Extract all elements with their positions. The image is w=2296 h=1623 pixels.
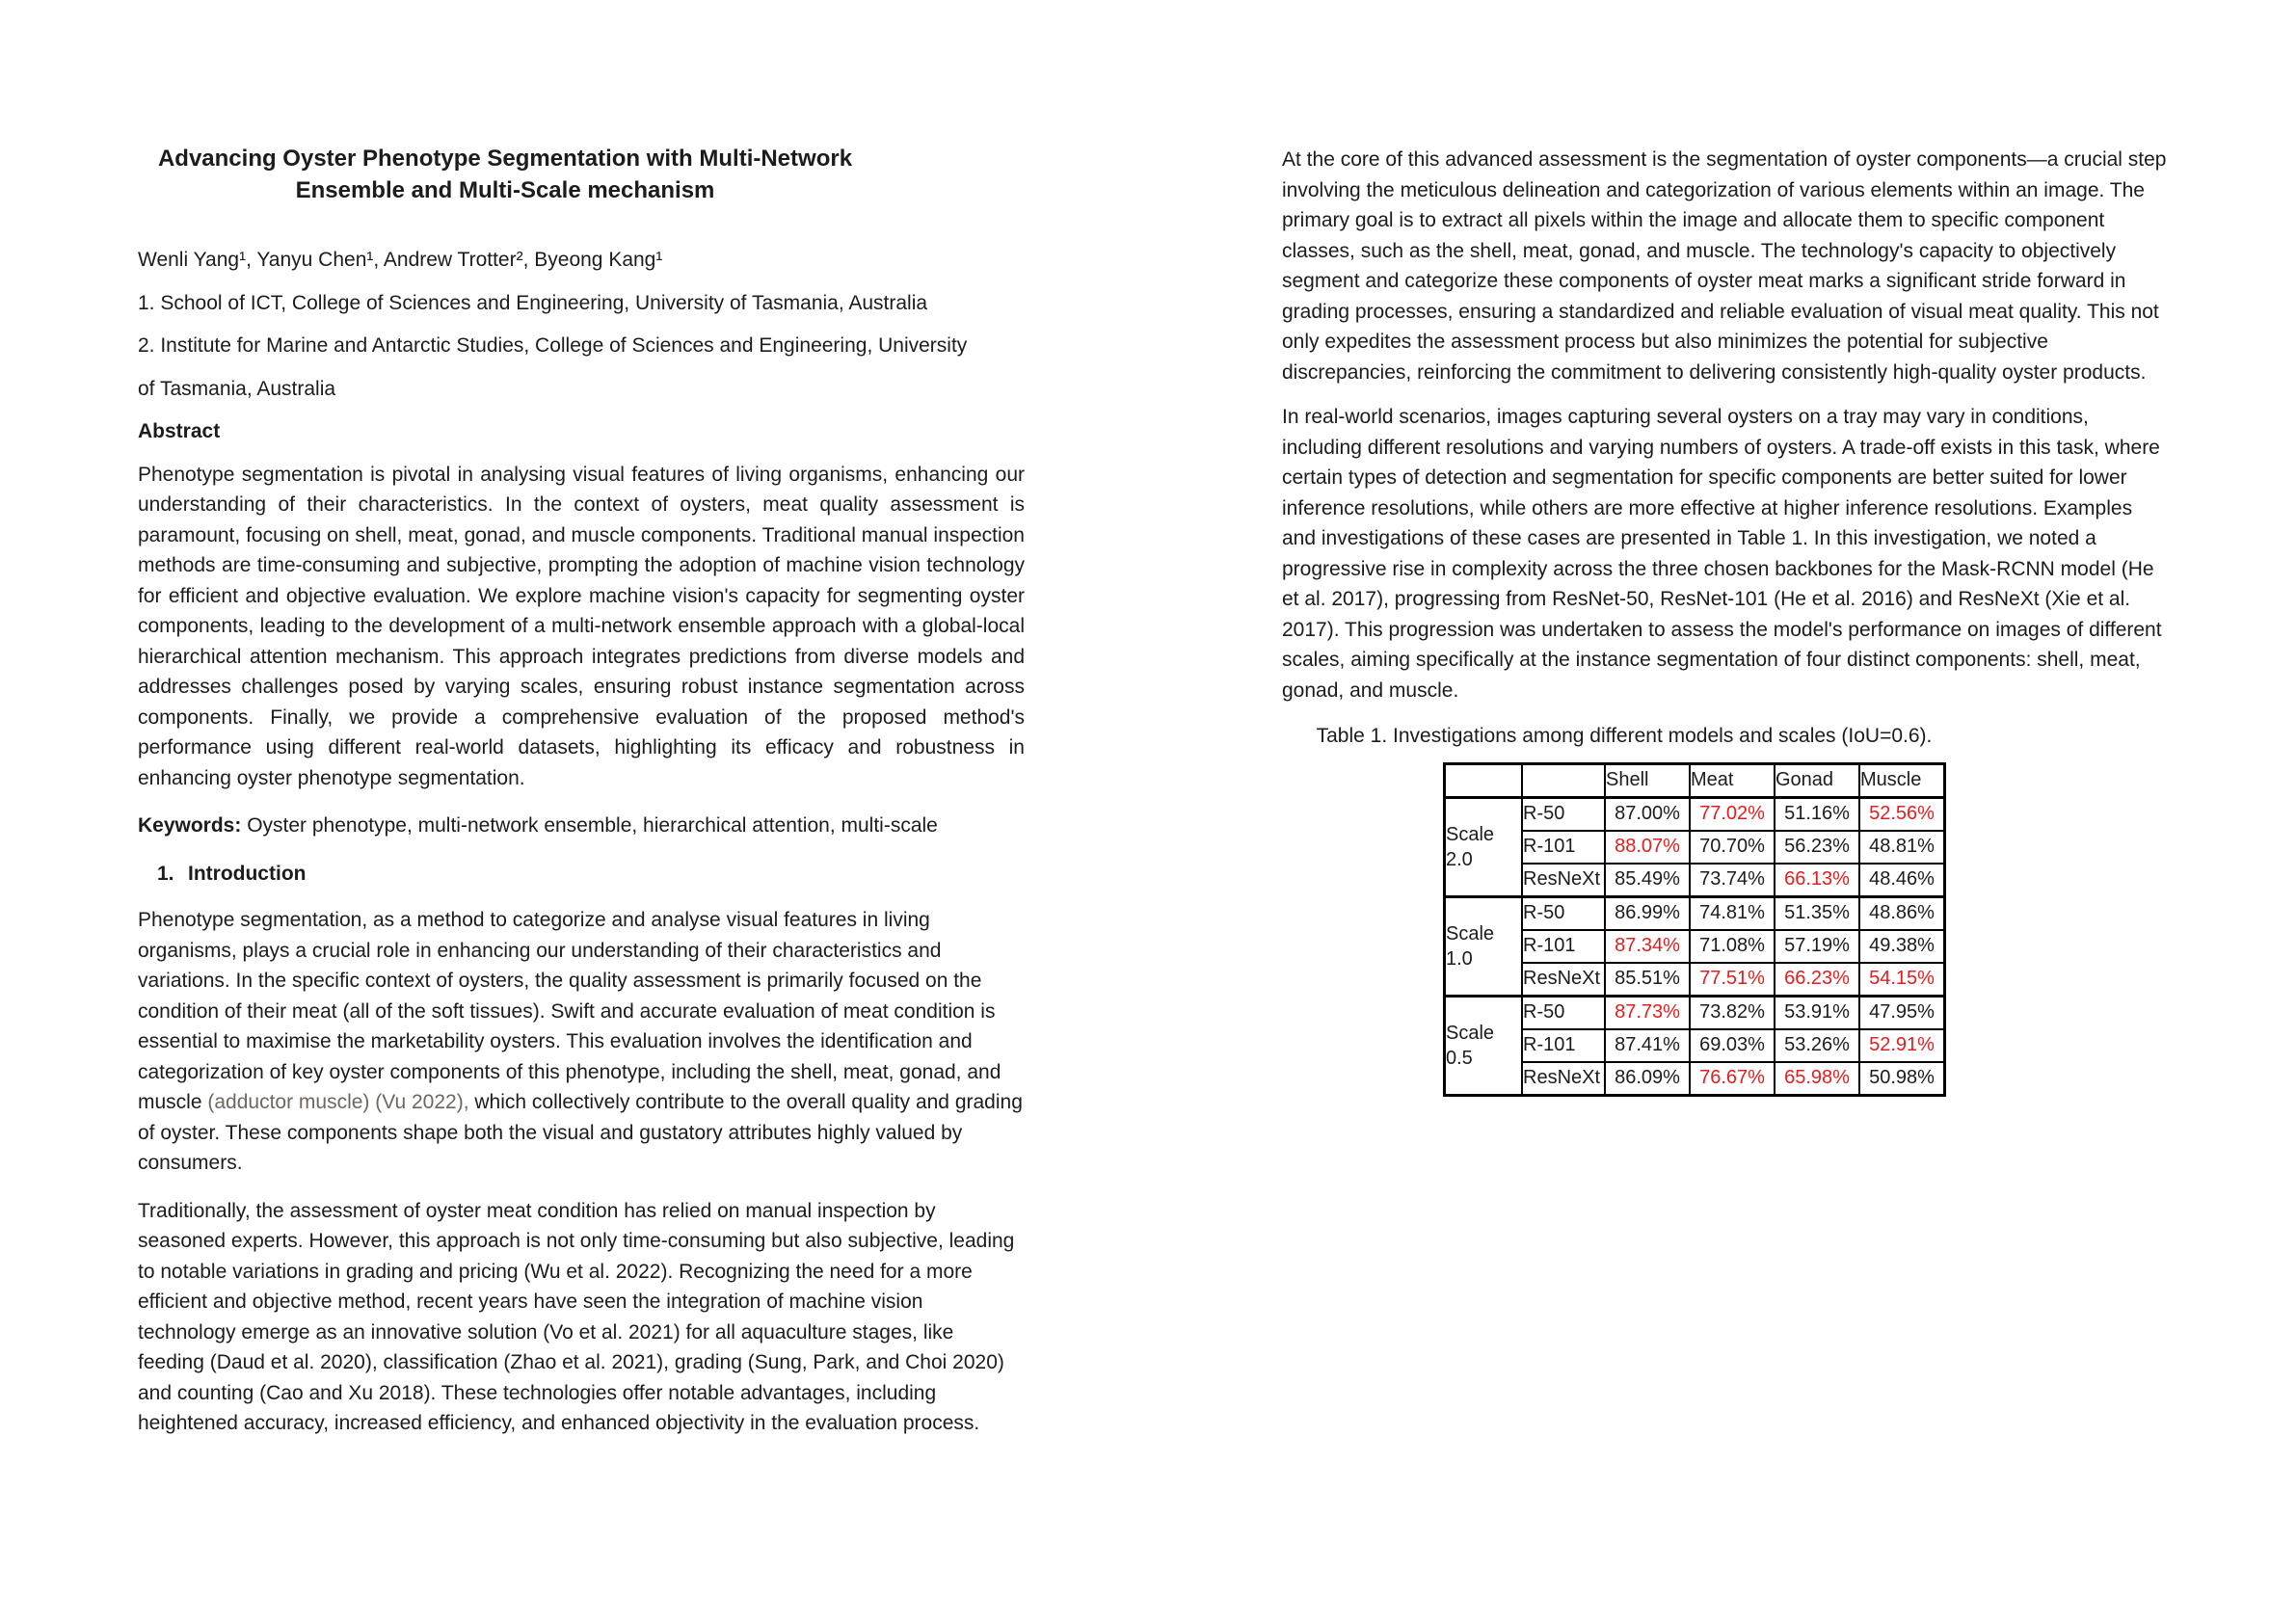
scale-label-cell: Scale 1.0	[1445, 896, 1523, 996]
table-cell: 66.13%	[1775, 864, 1859, 897]
table-cell: 69.03%	[1690, 1029, 1775, 1062]
abstract-paragraph: Phenotype segmentation is pivotal in analysing visual features of living organisms, enhancing our understanding of their characteristics. In the context of oysters, meat quality assessment is paramount, focusing on shell, meat, gonad, and muscle components. Traditional manual inspection methods are time-consuming and subjective, prompting the adoption of machine vision technology for efficient and objective evaluation. We explore machine vision's capacity for segmenting oyster components, leading to the development of a multi-network ensemble approach with a global-local hierarchical attention mechanism. This approach integrates predictions from diverse models and addresses challenges posed by varying scales, ensuring robust instance segmentation across components. Finally, we provide a comprehensive evaluation of the proposed method's performance using different real-world datasets, highlighting its efficacy and robustness in enhancing oyster phenotype segmentation.	[138, 463, 1025, 789]
table-header-shell: Shell	[1605, 763, 1690, 797]
table-cell: 74.81%	[1690, 896, 1775, 930]
table-cell: 57.19%	[1775, 930, 1859, 963]
table-cell: 50.98%	[1859, 1062, 1945, 1096]
table-cell: 70.70%	[1690, 831, 1775, 864]
muted-citation-span: (adductor muscle) (Vu 2022),	[207, 1091, 469, 1113]
table-cell: 85.49%	[1605, 864, 1690, 897]
table-cell: 52.91%	[1859, 1029, 1945, 1062]
table-cell: 73.82%	[1690, 996, 1775, 1029]
section-title: Introduction	[188, 862, 307, 885]
body-paragraph-2: In real-world scenarios, images capturing several oysters on a tray may vary in conditions, including different resolutions and varying numbers of oysters. A trade-off exists in this task, where certain types of detection and segmentation for specific components are better suited for lower inference resolutions, while others are more effective at higher inference resolutions. Examples and investigations of these cases are presented in Table 1. In this investigation, we noted a progressive rise in complexity across the three chosen backbones for the Mask-RCNN model (He et al. 2017), progressing from ResNet-50, ResNet-101 (He et al. 2016) and ResNeXt (Xie et al. 2017). This progression was undertaken to assess the model's performance on images of different scales, aiming specifically at the instance segmentation of four distinct components: shell, meat, gonad, and muscle.	[1282, 406, 2162, 702]
results-table	[1443, 762, 1946, 1097]
paper-title	[138, 143, 872, 206]
table-cell: 77.51%	[1690, 963, 1775, 997]
model-cell: R-50	[1522, 896, 1605, 930]
table-cell: 48.46%	[1859, 864, 1945, 897]
page-1-content	[138, 143, 1025, 1439]
table-cell: 73.74%	[1690, 864, 1775, 897]
table-cell: 87.00%	[1605, 797, 1690, 831]
table-cell: 47.95%	[1859, 996, 1945, 1029]
scale-label-cell: Scale 0.5	[1445, 996, 1523, 1095]
intro-paragraph-1-text-after: which collectively contribute to the overall quality and grading of oyster. These components shape both the visual and gustatory attributes highly valued by consumers.	[138, 1091, 1023, 1174]
section-number: 1.	[157, 862, 174, 885]
table-cell: 49.38%	[1859, 930, 1945, 963]
intro-paragraph-2: Traditionally, the assessment of oyster meat condition has relied on manual inspection by seasoned experts. However, this approach is not only time-consuming but also subjective, leading to notable variations in grading and pricing (Wu et al. 2022). Recognizing the need for a more efficient and objective method, recent years have seen the integration of machine vision technology emerge as an innovative solution (Vo et al. 2021) for all aquaculture stages, like feeding (Daud et al. 2020), classification (Zhao et al. 2021), grading (Sung, Park, and Choi 2020) and counting (Cao and Xu 2018). These technologies offer notable advantages, including heightened accuracy, increased efficiency, and enhanced objectivity in the evaluation process.	[138, 1199, 1015, 1434]
model-cell: R-50	[1522, 996, 1605, 1029]
scale-label-cell: Scale 2.0	[1445, 797, 1523, 896]
intro-paragraph-1-text: Phenotype segmentation, as a method to categorize and analyse visual features in living organisms, plays a crucial role in enhancing our understanding of their characteristics and variations. In the specific context of oysters, the quality assessment is primarily focused on the condition of their meat (all of the soft tissues). Swift and accurate evaluation of meat condition is essential to maximise the marketability oysters. This evaluation involves the identification and categorization of key oyster components of this phenotype, including the shell, meat, gonad, and muscle	[138, 909, 1001, 1113]
table-cell: 54.15%	[1859, 963, 1945, 997]
table-cell: 87.41%	[1605, 1029, 1690, 1062]
model-cell: R-50	[1522, 797, 1605, 831]
model-cell: R-101	[1522, 831, 1605, 864]
table-cell: 53.26%	[1775, 1029, 1859, 1062]
body-paragraph-1: At the core of this advanced assessment is the segmentation of oyster components—a crucial step involving the meticulous delineation and categorization of various elements within an image. The primary goal is to extract all pixels within the image and allocate them to specific component classes, such as the shell, meat, gonad, and muscle. The technology's capacity to objectively segment and categorize these components of oyster meat marks a significant stride forward in grading processes, ensuring a standardized and reliable evaluation of visual meat quality. This not only expedites the assessment process but also minimizes the potential for subjective discrepancies, reinforcing the commitment to delivering consistently high-quality oyster products.	[1282, 148, 2167, 384]
model-cell: R-101	[1522, 930, 1605, 963]
page-2-content	[1282, 145, 2169, 1097]
table-cell: 51.35%	[1775, 896, 1859, 930]
table-header-blank-model	[1522, 763, 1605, 797]
intro-paragraph-1	[138, 905, 1025, 1179]
keywords-label: Keywords:	[138, 814, 242, 837]
table-cell: 48.81%	[1859, 831, 1945, 864]
affiliation-2: 2. Institute for Marine and Antarctic Studies, College of Sciences and Engineering, University	[138, 334, 968, 357]
table-cell: 77.02%	[1690, 797, 1775, 831]
table-cell: 86.99%	[1605, 896, 1690, 930]
table-header-muscle: Muscle	[1859, 763, 1945, 797]
paper-title-line-2: Ensemble and Multi-Scale mechanism	[295, 177, 715, 203]
model-cell: ResNeXt	[1522, 963, 1605, 997]
table-cell: 56.23%	[1775, 831, 1859, 864]
table-cell: 88.07%	[1605, 831, 1690, 864]
table-cell: 52.56%	[1859, 797, 1945, 831]
table-row	[1445, 797, 1945, 831]
table-header-row	[1445, 763, 1945, 797]
section-heading-introduction	[138, 859, 1025, 890]
table-header-gonad: Gonad	[1775, 763, 1859, 797]
table-cell: 85.51%	[1605, 963, 1690, 997]
table-cell: 48.86%	[1859, 896, 1945, 930]
table-cell: 76.67%	[1690, 1062, 1775, 1096]
table-cell: 86.09%	[1605, 1062, 1690, 1096]
table-cell: 87.73%	[1605, 996, 1690, 1029]
paper-title-line-1: Advancing Oyster Phenotype Segmentation with Multi-Network	[157, 146, 853, 172]
page-2	[1148, 0, 2296, 1623]
table-cell: 66.23%	[1775, 963, 1859, 997]
keywords-text: Oyster phenotype, multi-network ensemble, hierarchical attention, multi-scale	[241, 814, 938, 837]
model-cell: R-101	[1522, 1029, 1605, 1062]
affiliation-3: of Tasmania, Australia	[138, 377, 336, 400]
table-row	[1445, 996, 1945, 1029]
table-caption: Table 1. Investigations among different models and scales (IoU=0.6).	[1316, 725, 1933, 747]
table-row	[1445, 896, 1945, 930]
table-header-meat: Meat	[1690, 763, 1775, 797]
authors-line: Wenli Yang¹, Yanyu Chen¹, Andrew Trotter², Byeong Kang¹	[138, 249, 663, 271]
table-header-blank-scale	[1445, 763, 1523, 797]
table-cell: 51.16%	[1775, 797, 1859, 831]
table-cell: 65.98%	[1775, 1062, 1859, 1096]
table-cell: 71.08%	[1690, 930, 1775, 963]
table-cell: 53.91%	[1775, 996, 1859, 1029]
model-cell: ResNeXt	[1522, 864, 1605, 897]
keywords-line	[138, 811, 1025, 841]
abstract-heading: Abstract	[138, 420, 221, 442]
affiliation-1: 1. School of ICT, College of Sciences and Engineering, University of Tasmania, Australia	[138, 291, 928, 314]
table-cell: 87.34%	[1605, 930, 1690, 963]
model-cell: ResNeXt	[1522, 1062, 1605, 1096]
